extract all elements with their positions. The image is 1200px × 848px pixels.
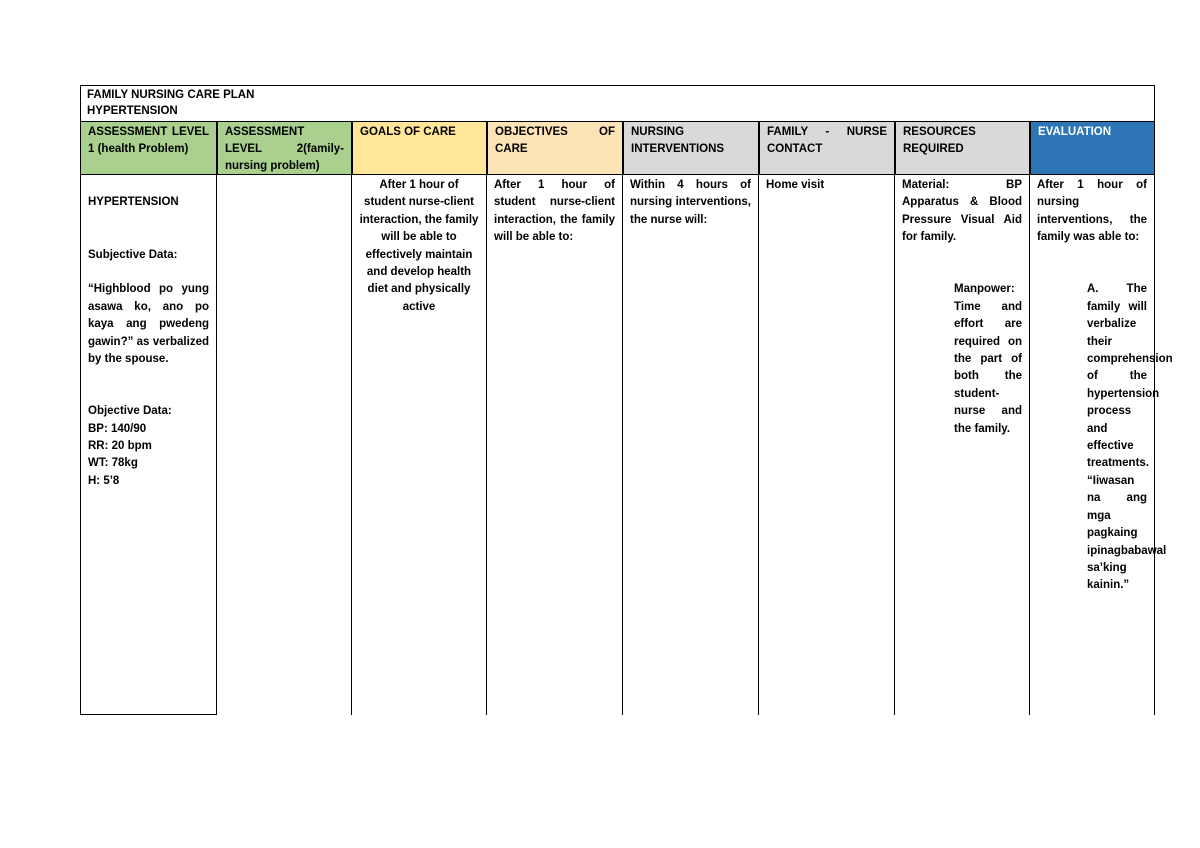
plan-title bbox=[80, 85, 1155, 121]
header-objectives: OBJECTIVES OF CARE bbox=[487, 121, 623, 175]
title-line-2: HYPERTENSION bbox=[87, 105, 178, 117]
objective-label: Objective Data: bbox=[88, 405, 172, 418]
header-assessment-1: ASSESSMENT LEVEL 1 (health Problem) bbox=[80, 121, 217, 175]
vital-rr: RR: 20 bpm bbox=[88, 440, 152, 452]
vital-h: H: 5’8 bbox=[88, 474, 120, 487]
care-plan-table bbox=[80, 85, 1173, 715]
cell-goals bbox=[352, 175, 487, 715]
resources-material: Material: BP Apparatus & Blood Pressure Visual Aid for family. bbox=[902, 179, 1022, 244]
header-assessment-2: ASSESSMENT LEVEL 2(family- nursing problem) bbox=[217, 121, 352, 175]
goals-text: After 1 hour of student nurse-client interaction, the family will be able to effectively maintain and develop health diet and physically active bbox=[359, 179, 479, 313]
cell-interventions bbox=[623, 175, 759, 715]
objectives-text: After 1 hour of student nurse-client interaction, the family will be able to: bbox=[494, 179, 615, 244]
health-problem: HYPERTENSION bbox=[88, 196, 179, 209]
cell-resources bbox=[895, 175, 1030, 715]
contact-text: Home visit bbox=[766, 179, 825, 191]
resources-manpower: Manpower: Time and effort are required on the part of both the student-nurse and the family. bbox=[954, 283, 1022, 435]
subjective-quote: “Highblood po yung asawa ko, ano po kaya ang pwedeng gawin?” as verbalized by the spouse. bbox=[88, 283, 209, 365]
header-evaluation: EVALUATION bbox=[1030, 121, 1155, 175]
cell-objectives bbox=[487, 175, 623, 715]
subjective-label: Subjective Data: bbox=[88, 248, 178, 261]
cell-assessment-1 bbox=[80, 175, 217, 715]
header-interventions: NURSING INTERVENTIONS bbox=[623, 121, 759, 175]
header-contact: FAMILY - NURSE CONTACT bbox=[759, 121, 895, 175]
vital-bp: BP: 140/90 bbox=[88, 422, 147, 435]
interventions-text: Within 4 hours of nursing interventions, the nurse will: bbox=[630, 179, 751, 226]
evaluation-intro: After 1 hour of nursing interventions, the family was able to: bbox=[1037, 179, 1147, 244]
evaluation-item-a: A. The family will verbalize their comprehension of the hypertension process and effective treatments. “Iiwasan na ang mga pagkaing ipinagbabawal sa’king kainin.” bbox=[1087, 283, 1173, 592]
cell-evaluation bbox=[1030, 175, 1173, 715]
title-line-1: FAMILY NURSING CARE PLAN bbox=[87, 89, 255, 101]
vital-wt: WT: 78kg bbox=[88, 457, 138, 470]
cell-contact bbox=[759, 175, 895, 715]
cell-assessment-2 bbox=[217, 175, 352, 715]
header-resources: RESOURCES REQUIRED bbox=[895, 121, 1030, 175]
header-goals: GOALS OF CARE bbox=[352, 121, 487, 175]
